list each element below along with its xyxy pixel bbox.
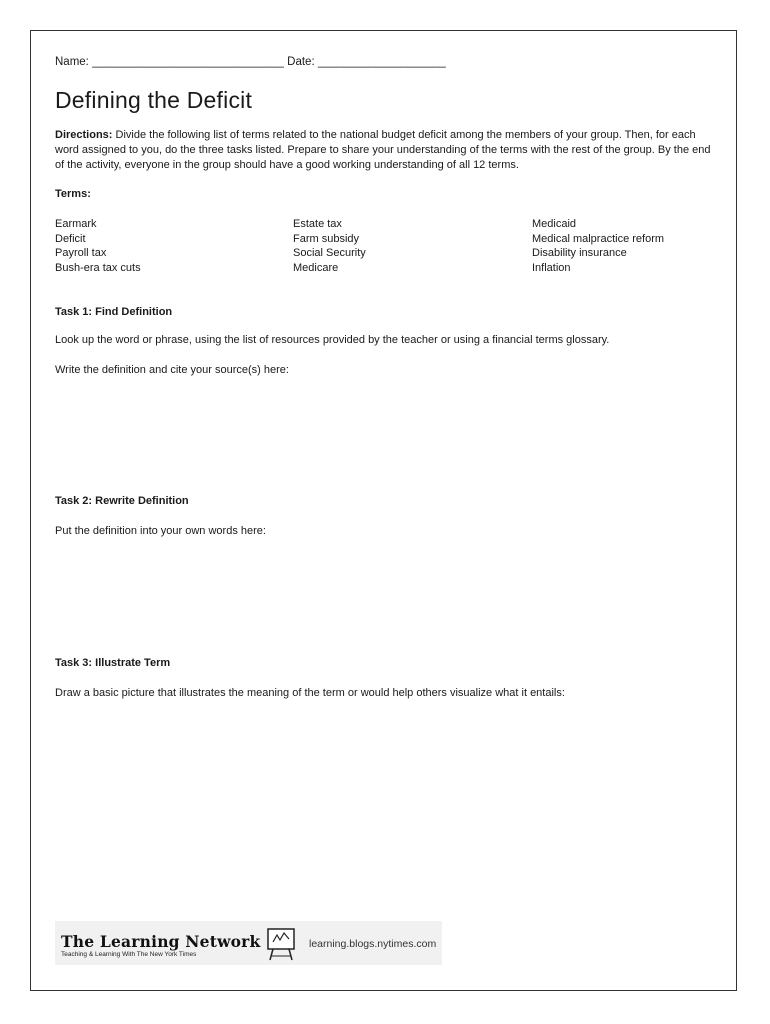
footer-banner (55, 921, 442, 965)
term-item: Disability insurance (532, 247, 627, 259)
task2-prompt: Put the definition into your own words here: (55, 525, 266, 537)
terms-column-1 (55, 217, 141, 275)
directions-paragraph (55, 128, 720, 173)
logo-tagline: Teaching & Learning With The New York Times (61, 951, 197, 958)
term-item: Bush-era tax cuts (55, 261, 141, 274)
term-item: Medicare (293, 261, 339, 274)
footer-url[interactable]: learning.blogs.nytimes.com (309, 938, 437, 950)
directions-text: Divide the following list of terms related to the national budget deficit among the members of your group. Then, for each word assigned to you, do the three tasks listed. Prepare to share your understanding of the terms with the rest of the group. By the end of the activity, everyone in the group should have a good working understanding of all 12 terms. (55, 129, 711, 171)
date-field[interactable]: Date: ____________________ (287, 56, 446, 68)
term-item: Estate tax (293, 218, 342, 230)
name-date-row (55, 56, 446, 68)
learning-network-logo: The Learning Network (61, 932, 261, 951)
task2-heading: Task 2: Rewrite Definition (55, 495, 189, 507)
term-item: Medical malpractice reform (532, 232, 665, 245)
term-item: Social Security (293, 247, 366, 259)
chalkboard-icon (265, 927, 297, 961)
task1-prompt: Write the definition and cite your source(s) here: (55, 364, 289, 376)
term-item: Inflation (532, 261, 571, 274)
task1-heading: Task 1: Find Definition (55, 306, 173, 318)
term-item: Deficit (55, 232, 86, 245)
page-title: Defining the Deficit (55, 87, 253, 113)
worksheet-page (30, 30, 737, 991)
terms-column-3 (532, 217, 664, 275)
task3-prompt: Draw a basic picture that illustrates the meaning of the term or would help others visualize what it entails: (55, 687, 565, 699)
term-item: Farm subsidy (293, 232, 360, 245)
task1-instruction: Look up the word or phrase, using the list of resources provided by the teacher or using a financial terms glossary. (55, 334, 610, 346)
directions-label: Directions: (55, 129, 113, 141)
term-item: Payroll tax (55, 247, 107, 259)
term-item: Medicaid (532, 218, 577, 230)
terms-column-2 (293, 217, 366, 275)
name-field[interactable]: Name: ______________________________ (55, 56, 284, 68)
term-item: Earmark (55, 218, 97, 230)
task3-heading: Task 3: Illustrate Term (55, 657, 171, 669)
terms-label: Terms: (55, 188, 91, 200)
